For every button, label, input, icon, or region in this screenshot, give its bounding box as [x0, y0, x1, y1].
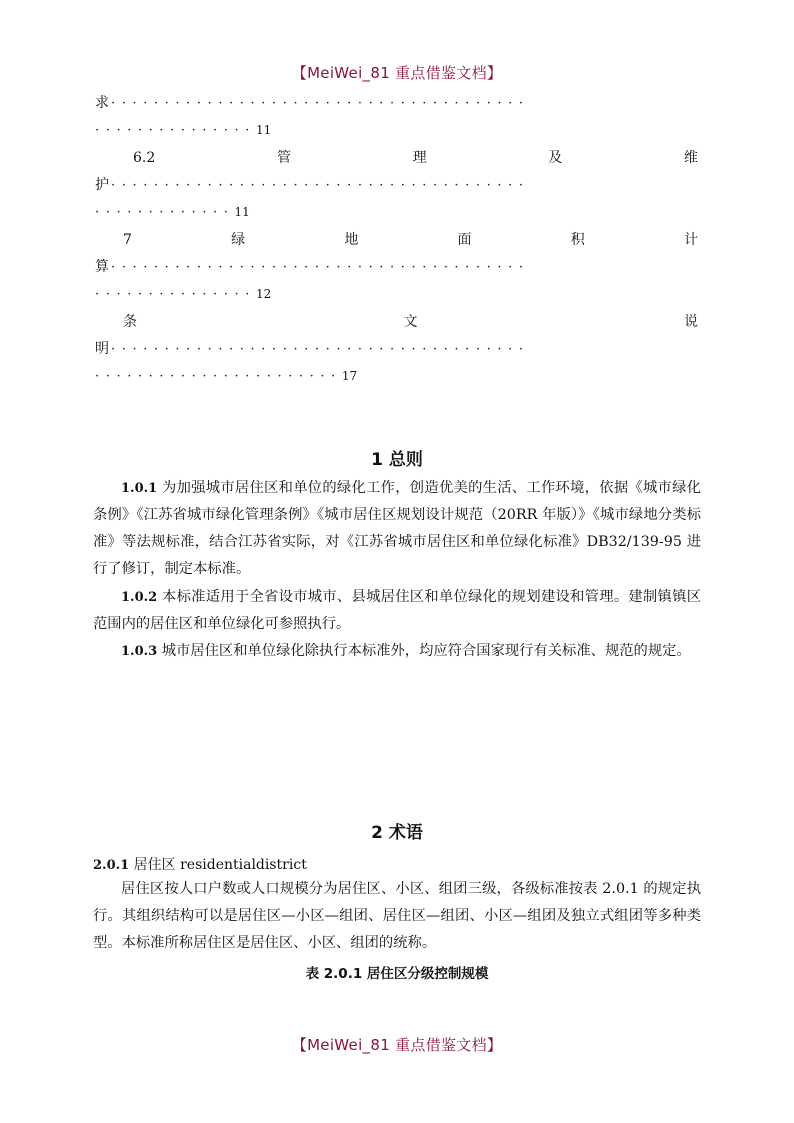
- toc-title-char: 计: [683, 232, 698, 248]
- toc-title-char: 文: [403, 314, 418, 330]
- toc-title-char: 面: [457, 232, 472, 248]
- toc-title-char: 积: [570, 232, 585, 248]
- toc-title-char: 绿: [231, 232, 246, 248]
- toc-leader-line: [95, 256, 698, 278]
- toc-title-char: 维: [683, 150, 698, 166]
- toc-page-number: 17: [341, 369, 358, 383]
- toc-title-line: [95, 147, 698, 169]
- toc-title-char: 及: [548, 150, 563, 166]
- toc-leader-line: [95, 338, 698, 360]
- toc-title-char: 管: [276, 150, 291, 166]
- toc-entry: [95, 147, 698, 229]
- toc-leader-line: [95, 365, 698, 387]
- clause-number: 1.0.2: [121, 590, 158, 605]
- footer-banner: 【MeiWei_81 重点借鉴文档】: [291, 1036, 503, 1054]
- toc-leader-line: [95, 119, 698, 141]
- toc-entry: [95, 229, 698, 311]
- toc-entry: [95, 311, 698, 393]
- clause-number: 1.0.3: [121, 644, 158, 659]
- clause-1-0-2: [93, 584, 701, 638]
- toc-dots: ···············: [95, 123, 256, 138]
- header-banner: 【MeiWei_81 重点借鉴文档】: [291, 64, 503, 82]
- toc-dots: ·······································: [111, 96, 530, 111]
- clause-number: 1.0.1: [121, 481, 158, 496]
- term-number: 2.0.1: [93, 858, 130, 873]
- toc-title-line: [95, 229, 698, 251]
- toc-title-line: [95, 311, 698, 333]
- toc-dots: ·······················: [95, 369, 342, 384]
- toc-dots: ·······································: [111, 260, 530, 275]
- clause-text: 为加强城市居住区和单位的绿化工作，创造优美的生活、工作环境，依据《城市绿化条例》《江苏省城市绿化管理条例》《城市居住区规划设计规范（20RR 年版）》《城市绿地分类标准》等法规标准，结合江苏省实际，对《江苏省城市居住区和单位绿化标准》DB32/139-95 进行了修订，制定本标准。: [93, 480, 701, 577]
- toc-title-tail: 求: [95, 95, 109, 111]
- toc-leader-line: [95, 92, 698, 114]
- toc-title-tail: 护: [95, 177, 109, 193]
- toc-dots: ·······································: [111, 178, 530, 193]
- toc-title-tail: 明: [95, 341, 109, 357]
- toc-leader-line: [95, 283, 698, 305]
- clause-1-0-3: [93, 638, 701, 665]
- toc-page-number: 11: [234, 205, 250, 219]
- clause-text: 城市居住区和单位绿化除执行本标准外，均应符合国家现行有关标准、规范的规定。: [161, 643, 691, 659]
- toc-title-char: 理: [412, 150, 427, 166]
- clause-text: 本标准适用于全省设市城市、县城居住区和单位绿化的规划建设和管理。建制镇镇区范围内的居住区和单位绿化可参照执行。: [93, 589, 701, 632]
- term-definition: 居住区按人口户数或人口规模分为居住区、小区、组团三级，各级标准按表 2.0.1 的规定执行。其组织结构可以是居住区—小区—组团、居住区—组团、小区—组团及独立式组团等多种类型。本标准所称居住区是居住区、小区、组团的统称。: [93, 881, 701, 951]
- toc-leader-line: [95, 174, 698, 196]
- toc-dots: ···············: [95, 287, 256, 302]
- table-of-contents: [95, 92, 698, 384]
- table-caption: 表 2.0.1 居住区分级控制规模: [305, 966, 489, 982]
- toc-title-char: 7: [123, 232, 132, 248]
- toc-title-char: 地: [344, 232, 359, 248]
- section-1-title: 1 总则: [371, 450, 423, 470]
- toc-title-char: 6.2: [133, 150, 156, 166]
- toc-dots: ·······································: [111, 342, 530, 357]
- toc-title-tail: 算: [95, 259, 109, 275]
- toc-page-number: 12: [256, 287, 272, 301]
- clause-1-0-1: [93, 475, 701, 583]
- term-heading: [93, 854, 307, 874]
- toc-title-char: 说: [684, 314, 698, 330]
- toc-leader-line: [95, 201, 698, 223]
- toc-title-char: 条: [123, 314, 137, 330]
- section-2-title: 2 术语: [371, 823, 423, 843]
- toc-page-number: 11: [256, 123, 272, 137]
- toc-dots: ·············: [95, 205, 235, 220]
- term-label: 居住区 residentialdistrict: [133, 857, 307, 873]
